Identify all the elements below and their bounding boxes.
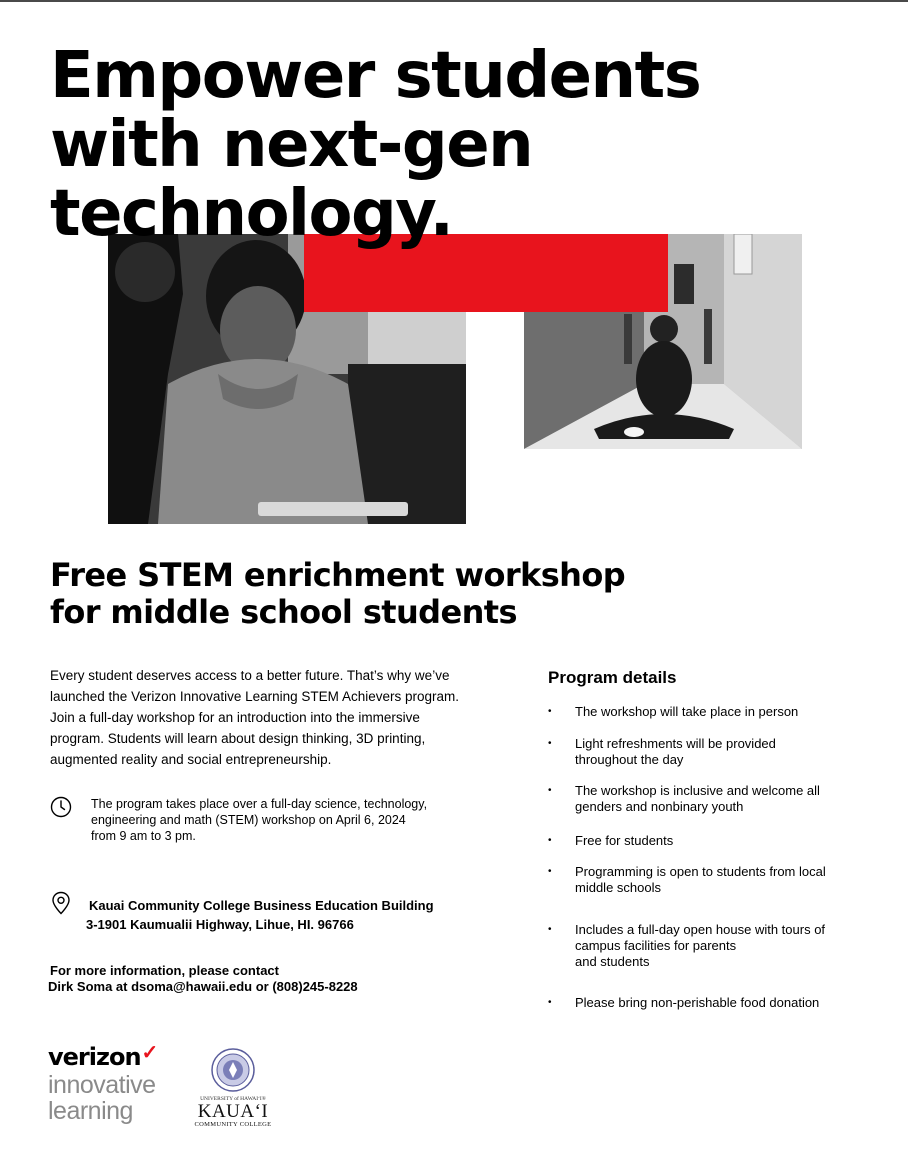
- list-item-text: [548, 736, 878, 768]
- schedule-line: engineering and math (STEM) workshop on April 6, 2024: [91, 813, 406, 827]
- list-item-line: throughout the day: [575, 752, 684, 767]
- list-item-line: genders and nonbinary youth: [575, 799, 744, 814]
- contact-info: [48, 963, 358, 995]
- verizon-wordmark: verizon: [48, 1043, 141, 1071]
- bullet-icon: •: [548, 866, 552, 877]
- map-pin-icon: [51, 891, 71, 915]
- bullet-icon: •: [548, 997, 552, 1008]
- list-item: [548, 783, 878, 815]
- intro-line: Join a full-day workshop for an introduction into the immersive: [50, 710, 420, 725]
- venue-address: [86, 896, 434, 934]
- bullet-icon: •: [548, 738, 552, 749]
- list-item-line: Free for students: [575, 833, 674, 848]
- university-seal-icon: [211, 1048, 255, 1092]
- kauai-community-college-logo: [193, 1048, 273, 1129]
- list-item-text: [548, 833, 878, 849]
- list-item-line: campus facilities for parents: [575, 938, 737, 953]
- bullet-icon: •: [548, 835, 552, 846]
- list-item-text: [548, 864, 878, 896]
- list-item-line: and students: [575, 954, 650, 969]
- headline-line: with next-gen: [50, 108, 533, 182]
- contact-details: Dirk Soma at dsoma@hawaii.edu or (808)245-8228: [48, 979, 358, 994]
- list-item: [548, 922, 878, 970]
- schedule-text: [91, 796, 491, 844]
- subheadline-line: for middle school students: [50, 593, 517, 631]
- verizon-check-icon: ✓: [141, 1042, 159, 1064]
- list-item-text: [548, 783, 878, 815]
- venue-street: 3-1901 Kaumualii Highway, Lihue, HI. 96766: [86, 917, 354, 932]
- intro-line: Every student deserves access to a better future. That’s why we’ve: [50, 668, 450, 683]
- list-item: [548, 833, 878, 849]
- logo-line-innovative: innovative: [48, 1071, 156, 1099]
- list-item-line: Light refreshments will be provided: [575, 736, 776, 751]
- logo-line-learning: learning: [48, 1097, 133, 1125]
- list-item-text: [548, 704, 878, 720]
- bullet-icon: •: [548, 785, 552, 796]
- list-item-line: Please bring non-perishable food donation: [575, 995, 820, 1010]
- contact-prompt: For more information, please contact: [50, 963, 279, 978]
- schedule-line: The program takes place over a full-day science, technology,: [91, 797, 428, 811]
- intro-line: launched the Verizon Innovative Learning STEM Achievers program.: [50, 689, 459, 704]
- list-item: [548, 704, 878, 720]
- kcc-name: KAUAʻI: [197, 1101, 269, 1122]
- program-details-title: Program details: [548, 668, 677, 687]
- intro-line: augmented reality and social entrepreneurship.: [50, 752, 332, 767]
- bullet-icon: •: [548, 706, 552, 717]
- kcc-community-college-label: COMMUNITY COLLEGE: [194, 1121, 272, 1128]
- list-item: [548, 736, 878, 768]
- subheadline: [50, 557, 670, 631]
- subheadline-line: Free STEM enrichment workshop: [50, 556, 626, 594]
- top-rule: [0, 0, 908, 2]
- intro-line: program. Students will learn about design thinking, 3D printing,: [50, 731, 426, 746]
- list-item-text: [548, 922, 878, 970]
- headline-line: technology.: [50, 177, 453, 251]
- verizon-innovative-learning-logo: [48, 1042, 188, 1124]
- list-item: [548, 995, 878, 1011]
- headline: [50, 39, 770, 251]
- list-item-line: The workshop will take place in person: [575, 704, 799, 719]
- bullet-icon: •: [548, 924, 552, 935]
- kcc-university-label: UNIVERSITY of HAWAIʻI®: [200, 1096, 266, 1102]
- schedule-line: from 9 am to 3 pm.: [91, 829, 196, 843]
- list-item-line: The workshop is inclusive and welcome all: [575, 783, 820, 798]
- clock-icon: [50, 796, 72, 818]
- intro-paragraph: [50, 665, 480, 770]
- venue-name: Kauai Community College Business Education Building: [89, 898, 434, 913]
- list-item-line: Programming is open to students from local: [575, 864, 826, 879]
- list-item-text: [548, 995, 878, 1011]
- list-item-line: middle schools: [575, 880, 661, 895]
- list-item: [548, 864, 878, 896]
- list-item-line: Includes a full-day open house with tours of: [575, 922, 826, 937]
- headline-line: Empower students: [50, 39, 701, 113]
